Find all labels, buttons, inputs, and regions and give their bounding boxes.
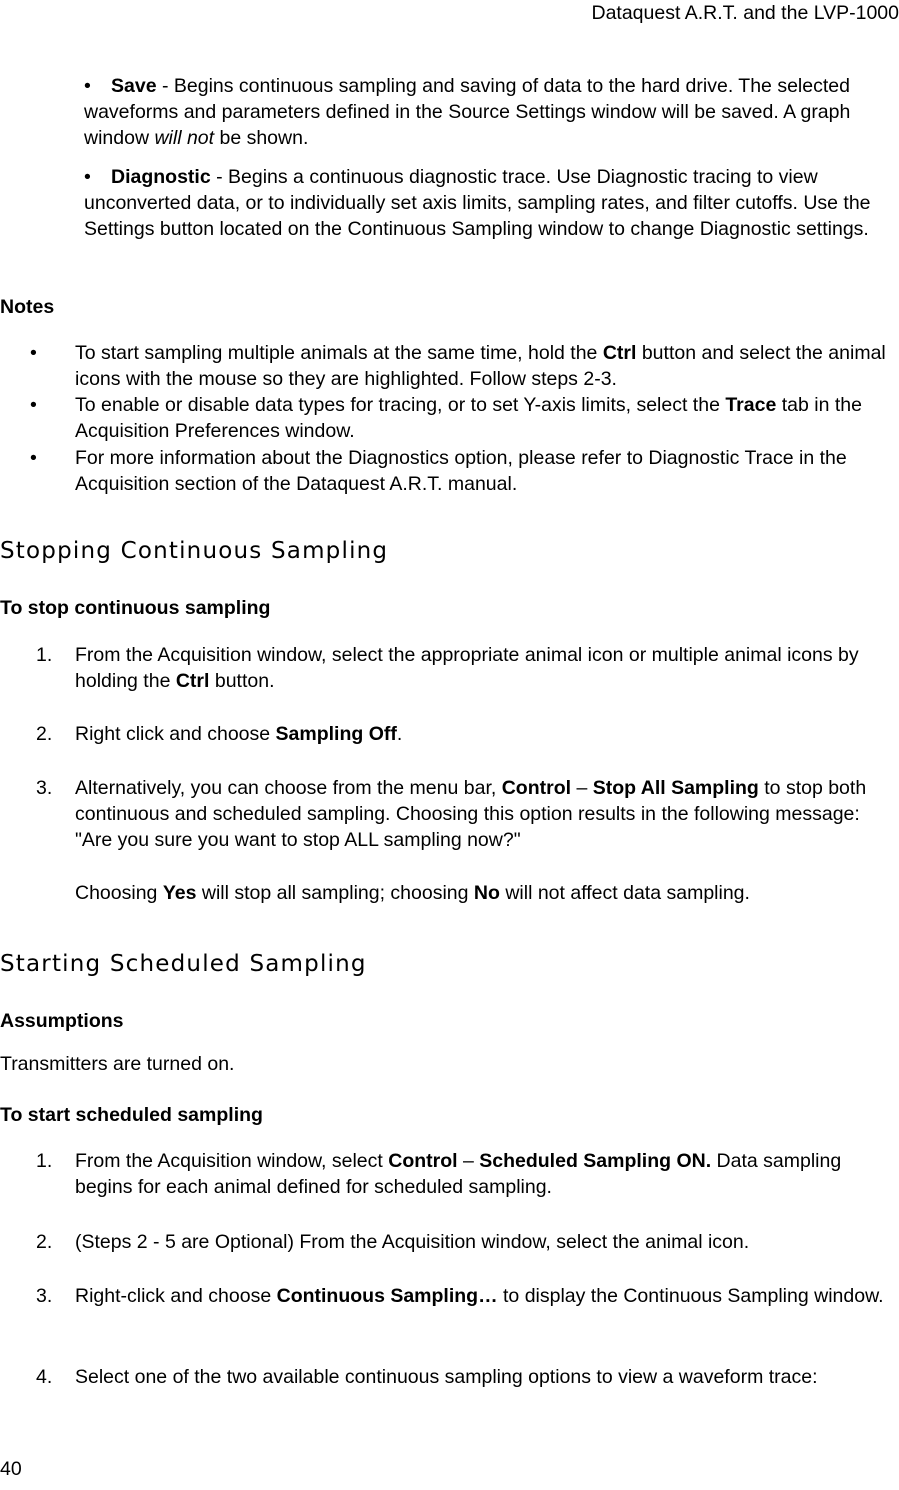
assumptions-text: Transmitters are turned on. — [0, 1053, 235, 1075]
bullet-diagnostic: • Diagnostic - Begins a continuous diagnostic trace. Use Diagnostic tracing to view unconverted data, or to individually set axis limits, sampling rates, and filter cutoffs. Use the Settings button located on the Continuous Sampling window to change Diagnostic settings. — [84, 166, 871, 240]
subheading-start: To start scheduled sampling — [0, 1104, 263, 1126]
bullet-dot: • — [84, 75, 91, 97]
running-header: Dataquest A.R.T. and the LVP-1000 — [591, 2, 899, 24]
bullet-save: • Save - Begins continuous sampling and saving of data to the hard drive. The selected waveforms and parameters defined in the Source Settings window will be saved. A graph window will not be shown. — [84, 75, 851, 149]
emphasis-will-not: will not — [154, 127, 215, 149]
step-item: 3. Right-click and choose Continuous Sampling… to display the Continuous Sampling window. — [36, 1285, 884, 1307]
step-item: 3. Alternatively, you can choose from the menu bar, Control – Stop All Sampling to stop both continuous and scheduled sampling. Choosing this option results in the following message: "Are you sure you want to stop ALL sampling now?" — [36, 777, 867, 851]
bullet-dot: • — [30, 394, 37, 416]
bullet-dot: • — [30, 342, 37, 364]
step-item: 1. From the Acquisition window, select Control – Scheduled Sampling ON. Data sampling begins for each animal defined for scheduled sampling. — [36, 1150, 842, 1198]
section-title-stopping: Stopping Continuous Sampling — [0, 538, 389, 564]
step-item: 2. (Steps 2 - 5 are Optional) From the Acquisition window, select the animal icon. — [36, 1231, 750, 1253]
note-item: • For more information about the Diagnostics option, please refer to Diagnostic Trace in the Acquisition section of the Dataquest A.R.T. manual. — [30, 447, 847, 495]
term-diagnostic: Diagnostic — [111, 166, 211, 188]
assumptions-heading: Assumptions — [0, 1010, 124, 1032]
subheading-stop: To stop continuous sampling — [0, 597, 271, 619]
term-save: Save — [111, 75, 157, 97]
section-title-starting: Starting Scheduled Sampling — [0, 951, 367, 977]
bullet-dot: • — [30, 447, 37, 469]
bullet-dot: • — [84, 166, 91, 188]
step-item: 2. Right click and choose Sampling Off. — [36, 723, 403, 745]
page-number: 40 — [0, 1458, 22, 1480]
note-item: • To start sampling multiple animals at the same time, hold the Ctrl button and select the animal icons with the mouse so they are highlighted. Follow steps 2-3. — [30, 342, 886, 390]
step-item: 1. From the Acquisition window, select the appropriate animal icon or multiple animal icons by holding the Ctrl button. — [36, 644, 859, 692]
choosing-paragraph: Choosing Yes will stop all sampling; choosing No will not affect data sampling. — [75, 882, 750, 904]
notes-heading: Notes — [0, 296, 55, 318]
note-item: • To enable or disable data types for tracing, or to set Y-axis limits, select the Trace tab in the Acquisition Preferences window. — [30, 394, 862, 442]
step-item: 4. Select one of the two available continuous sampling options to view a waveform trace: — [36, 1366, 818, 1388]
